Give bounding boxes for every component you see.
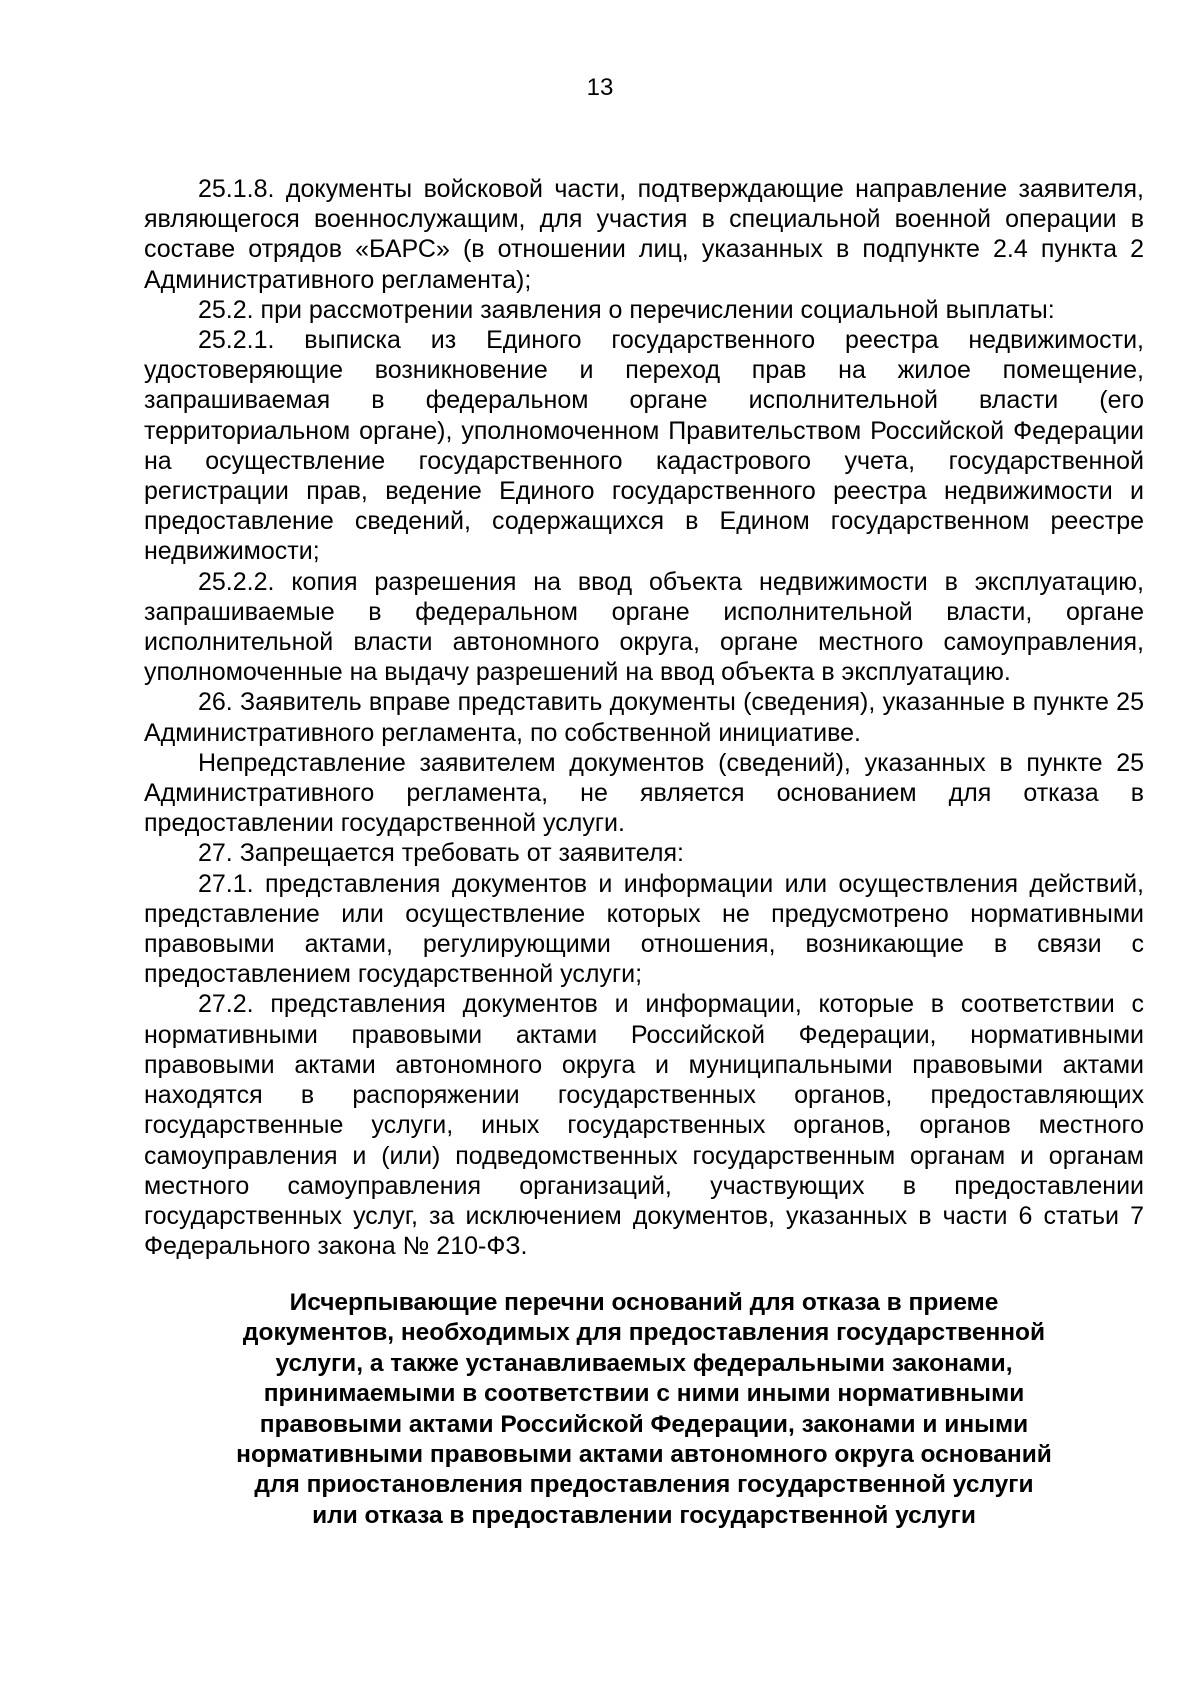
paragraph-27-2: 27.2. представления документов и информации, которые в соответствии с нормативными правовыми актами Российской Федерации, нормативными правовыми актами автономного округа и муниципальными правовыми актами находятся в распоряжении государственных органов, предоставляющих государственные услуги, иных государственных органов, органов местного самоуправления и (или) подведомственных государственным органам и органам местного самоуправления организаций, участвующих в предоставлении государственных услуг, за исключением документов, указанных в части 6 статьи 7 Федерального закона № 210-ФЗ. <box>144 990 1144 1261</box>
paragraph-26: 26. Заявитель вправе представить документы (сведения), указанные в пункте 25 Административного регламента, по собственной инициативе. <box>144 688 1144 747</box>
heading-line: принимаемыми в соответствии с ними иными нормативными <box>263 1380 1025 1408</box>
paragraph-27: 27. Запрещается требовать от заявителя: <box>198 839 684 868</box>
heading-line: документов, необходимых для предоставления государственной <box>242 1319 1046 1347</box>
paragraph-27-1: 27.1. представления документов и информации или осуществления действий, представление или осуществление которых не предусмотрено нормативными правовыми актами, регулирующими отношения, возникающие в связи с предоставлением государственной услуги; <box>144 869 1144 989</box>
paragraph-25-1-8: 25.1.8. документы войсковой части, подтверждающие направление заявителя, являющегося военнослужащим, для участия в специальной военной операции в составе отрядов «БАРС» (в отношении лиц, указанных в подпункте 2.4 пункта 2 Административного регламента); <box>144 175 1144 294</box>
section-heading <box>144 1288 1144 1531</box>
paragraph-25-2: 25.2. при рассмотрении заявления о перечислении социальной выплаты: <box>198 295 1055 324</box>
paragraph-25-2-2: 25.2.2. копия разрешения на ввод объекта недвижимости в эксплуатацию, запрашиваемые в федеральном органе исполнительной власти, органе исполнительной власти автономного округа, органе местного самоуправления, уполномоченные на выдачу разрешений на ввод объекта в эксплуатацию. <box>144 567 1144 687</box>
document-body <box>144 174 1144 1261</box>
heading-line: Исчерпывающие перечни оснований для отказа в приеме <box>289 1289 999 1316</box>
heading-line: правовыми актами Российской Федерации, законами и иными <box>259 1410 1029 1438</box>
page-number: 13 <box>586 74 614 101</box>
heading-line: нормативными правовыми актами автономного округа оснований <box>236 1441 1052 1469</box>
heading-line: для приостановления предоставления государственной услуги <box>254 1471 1034 1499</box>
heading-line: услуги, а также устанавливаемых федеральными законами, <box>275 1349 1013 1377</box>
paragraph-25-2-1: 25.2.1. выписка из Единого государственного реестра недвижимости, удостоверяющие возникновение и переход прав на жилое помещение, запрашиваемая в федеральном органе исполнительной власти (его территориальном органе), уполномоченном Правительством Российской Федерации на осуществление государственного кадастрового учета, государственной регистрации прав, ведение Единого государственного реестра недвижимости и предоставление сведений, содержащихся в Едином государственном реестре недвижимости; <box>144 326 1144 566</box>
heading-line: или отказа в предоставлении государственной услуги <box>312 1501 976 1529</box>
paragraph-26-note: Непредставление заявителем документов (сведений), указанных в пункте 25 Административного регламента, не является основанием для отказа в предоставлении государственной услуги. <box>144 748 1144 838</box>
